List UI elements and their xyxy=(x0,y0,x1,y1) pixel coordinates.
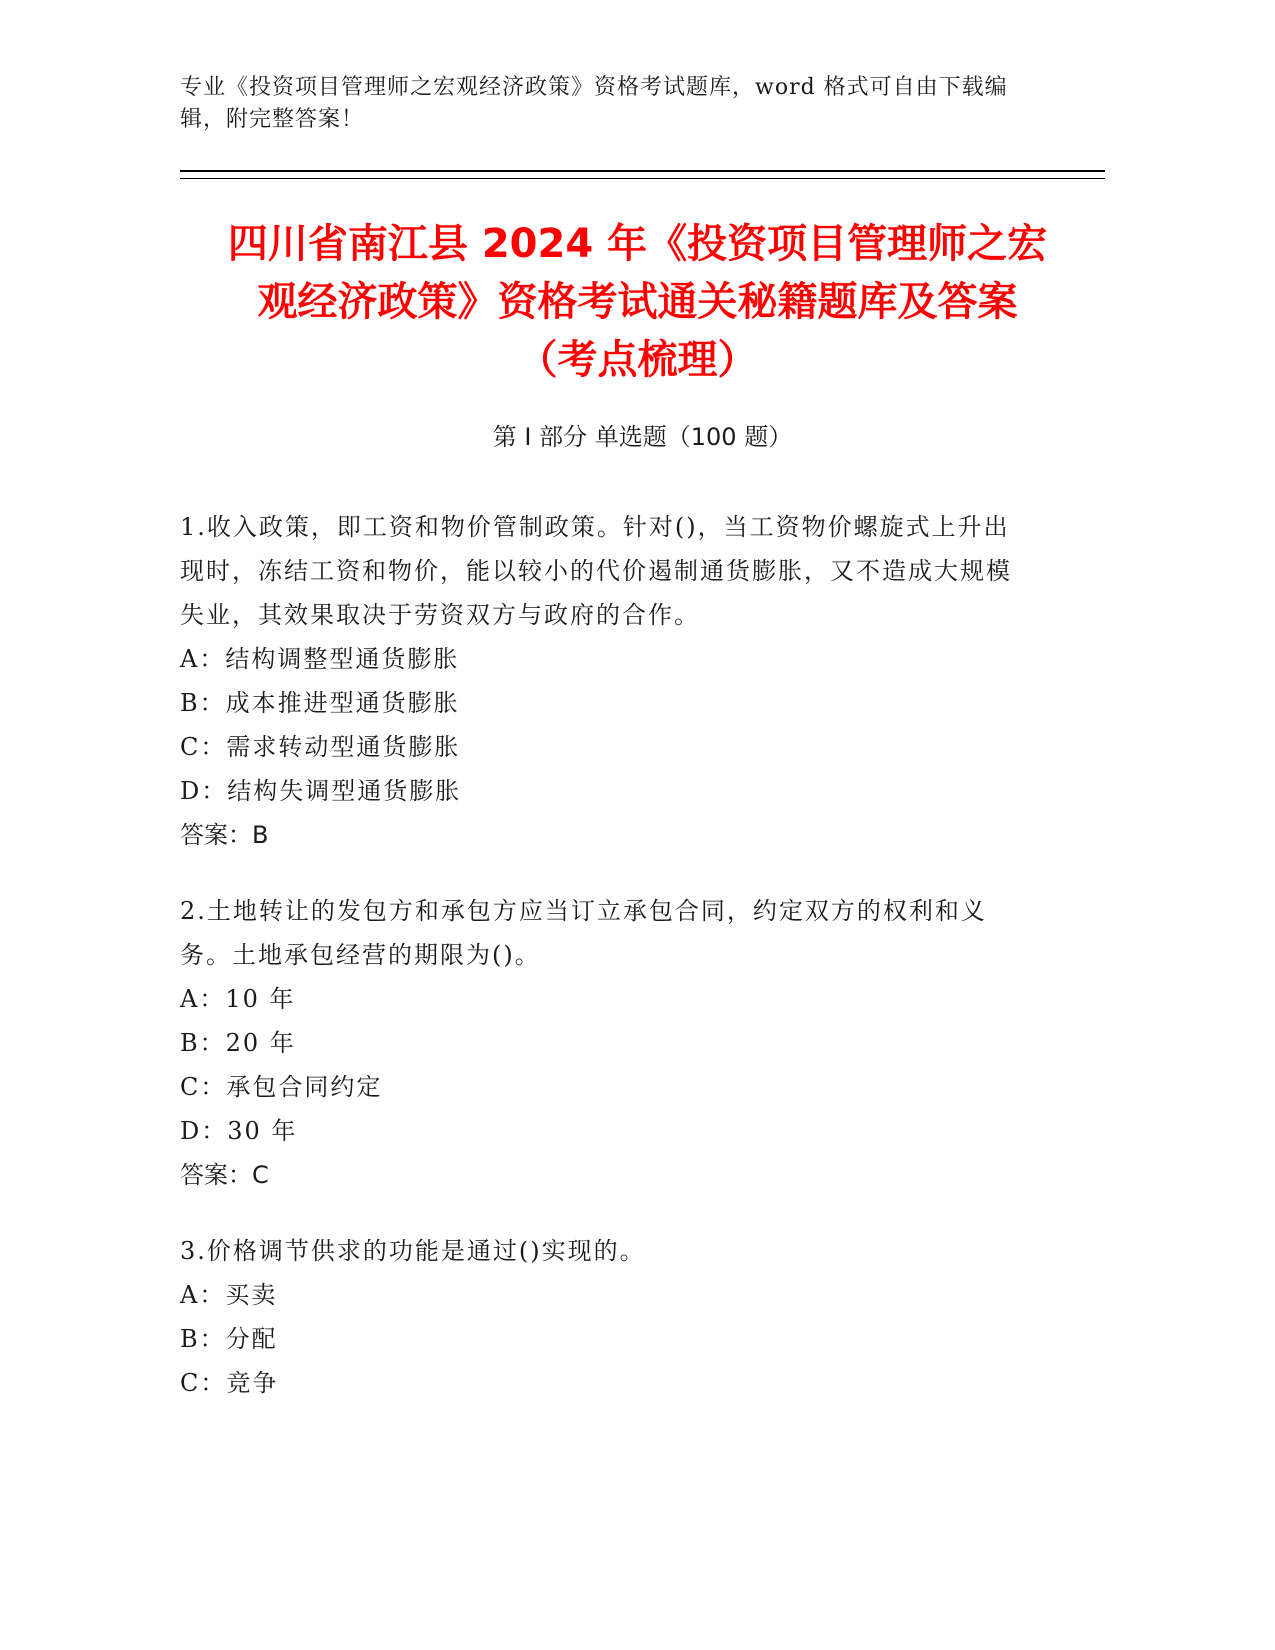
question-list xyxy=(180,505,1030,1437)
option-d: D：结构失调型通货膨胀 xyxy=(180,777,462,805)
question-stem: 3.价格调节供求的功能是通过()实现的。 xyxy=(180,1237,646,1265)
section-heading: 第 I 部分 单选题（100 题） xyxy=(492,423,793,451)
document-title xyxy=(160,215,1115,389)
title-line-3: （考点梳理） xyxy=(517,337,758,383)
option-c: C：需求转动型通货膨胀 xyxy=(180,733,461,761)
option-c: C：竞争 xyxy=(180,1369,279,1397)
title-line-1: 四川省南江县 2024 年《投资项目管理师之宏 xyxy=(227,221,1048,267)
option-a: A：结构调整型通货膨胀 xyxy=(180,645,460,673)
question-3 xyxy=(180,1229,1030,1405)
option-b: B：分配 xyxy=(180,1325,278,1353)
option-b: B：成本推进型通货膨胀 xyxy=(180,689,460,717)
header-divider-thin xyxy=(180,178,1105,179)
header-divider-thick xyxy=(180,170,1105,172)
header-note: 专业《投资项目管理师之宏观经济政策》资格考试题库，word 格式可自由下载编辑，附完整答案！ xyxy=(180,75,1008,132)
question-stem: 2.土地转让的发包方和承包方应当订立承包合同，约定双方的权利和义务。土地承包经营的期限为()。 xyxy=(180,897,987,969)
title-line-2: 观经济政策》资格考试通关秘籍题库及答案 xyxy=(257,279,1018,325)
option-a: A：10 年 xyxy=(180,985,296,1013)
option-a: A：买卖 xyxy=(180,1281,278,1309)
question-2 xyxy=(180,889,1030,1197)
option-b: B：20 年 xyxy=(180,1029,296,1057)
question-1 xyxy=(180,505,1030,857)
option-c: C：承包合同约定 xyxy=(180,1073,383,1101)
answer: 答案：B xyxy=(180,821,269,849)
question-stem: 1.收入政策，即工资和物价管制政策。针对()，当工资物价螺旋式上升出现时，冻结工资和物价，能以较小的代价遏制通货膨胀，又不造成大规模失业，其效果取决于劳资双方与政府的合作。 xyxy=(180,513,1012,629)
option-d: D：30 年 xyxy=(180,1117,298,1145)
answer: 答案：C xyxy=(180,1161,269,1189)
